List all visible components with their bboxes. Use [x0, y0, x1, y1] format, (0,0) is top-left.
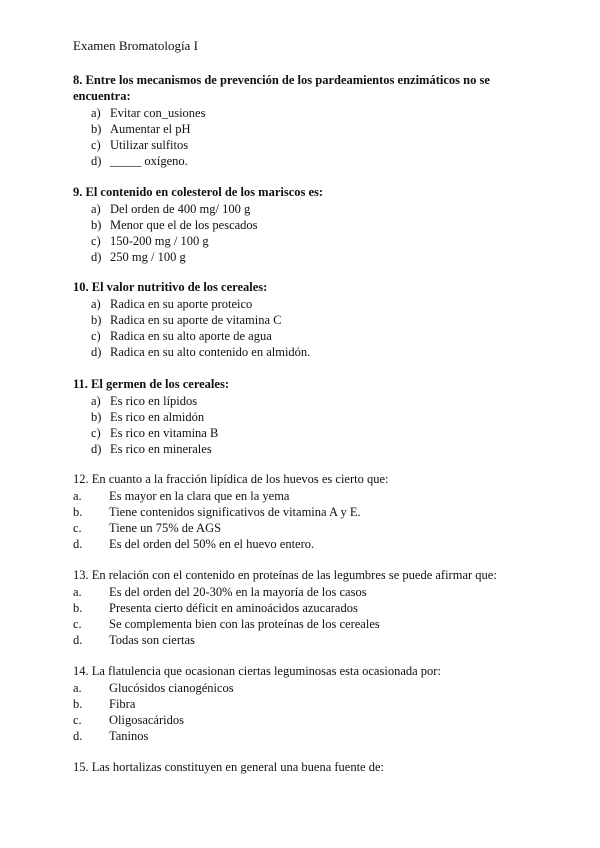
question-8 — [73, 72, 533, 169]
option-list — [73, 393, 533, 457]
option-c: c) Radica en su alto aporte de agua — [91, 329, 272, 343]
question-title: 12. En cuanto a la fracción lipídica de los huevos es cierto que: — [73, 472, 389, 486]
option-a: a) Radica en su aporte proteico — [91, 297, 253, 311]
question-10 — [73, 279, 533, 360]
option-c: c. Tiene un 75% de AGS — [73, 521, 222, 535]
question-15 — [73, 759, 533, 776]
question-14 — [73, 663, 533, 744]
question-title: 13. En relación con el contenido en proteínas de las legumbres se puede afirmar que: — [73, 568, 497, 582]
option-d: d) 250 mg / 100 g — [91, 250, 186, 264]
question-title: 11. El germen de los cereales: — [73, 377, 229, 391]
question-12 — [73, 471, 533, 552]
question-title: 8. Entre los mecanismos de prevención de los pardeamientos enzimáticos no se encuentra: — [73, 73, 490, 103]
option-a: a) Es rico en lípidos — [91, 394, 198, 408]
option-c: c) Utilizar sulfitos — [91, 138, 189, 152]
question-13 — [73, 567, 533, 648]
question-title: 10. El valor nutritivo de los cereales: — [73, 280, 268, 294]
option-d: d. Es del orden del 50% en el huevo entero. — [73, 537, 315, 551]
question-title: 15. Las hortalizas constituyen en general una buena fuente de: — [73, 760, 384, 774]
page-header: Examen Bromatología I — [73, 38, 198, 53]
option-a: a) Evitar con_usiones — [91, 106, 206, 120]
question-title: 9. El contenido en colesterol de los mariscos es: — [73, 185, 324, 199]
option-d: d) Radica en su alto contenido en almidón. — [91, 345, 311, 359]
option-c: c. Oligosacáridos — [73, 713, 184, 727]
option-b: b) Es rico en almidón — [91, 410, 205, 424]
question-11 — [73, 376, 533, 457]
option-b: b. Fibra — [73, 697, 136, 711]
option-b: b. Presenta cierto déficit en aminoácidos azucarados — [73, 601, 358, 615]
option-a: a) Del orden de 400 mg/ 100 g — [91, 202, 251, 216]
option-d: d) Es rico en minerales — [91, 442, 212, 456]
option-list — [73, 680, 533, 744]
option-a: a. Glucósidos cianogénicos — [73, 681, 234, 695]
option-a: a. Es mayor en la clara que en la yema — [73, 489, 290, 503]
option-c: c. Se complementa bien con las proteínas de los cereales — [73, 617, 380, 631]
option-b: b. Tiene contenidos significativos de vitamina A y E. — [73, 505, 361, 519]
option-d: d. Todas son ciertas — [73, 633, 195, 647]
question-9 — [73, 184, 533, 265]
option-list — [73, 488, 533, 552]
option-list — [73, 296, 533, 360]
option-b: b) Radica en su aporte de vitamina C — [91, 313, 282, 327]
option-c: c) Es rico en vitamina B — [91, 426, 219, 440]
option-a: a. Es del orden del 20-30% en la mayoría de los casos — [73, 585, 367, 599]
option-list — [73, 105, 533, 169]
option-d: d) _____ oxígeno. — [91, 154, 188, 168]
question-title: 14. La flatulencia que ocasionan ciertas leguminosas esta ocasionada por: — [73, 664, 441, 678]
option-list — [73, 584, 533, 648]
option-list — [73, 201, 533, 265]
option-d: d. Taninos — [73, 729, 149, 743]
option-b: b) Menor que el de los pescados — [91, 218, 258, 232]
option-c: c) 150-200 mg / 100 g — [91, 234, 209, 248]
option-b: b) Aumentar el pH — [91, 122, 191, 136]
